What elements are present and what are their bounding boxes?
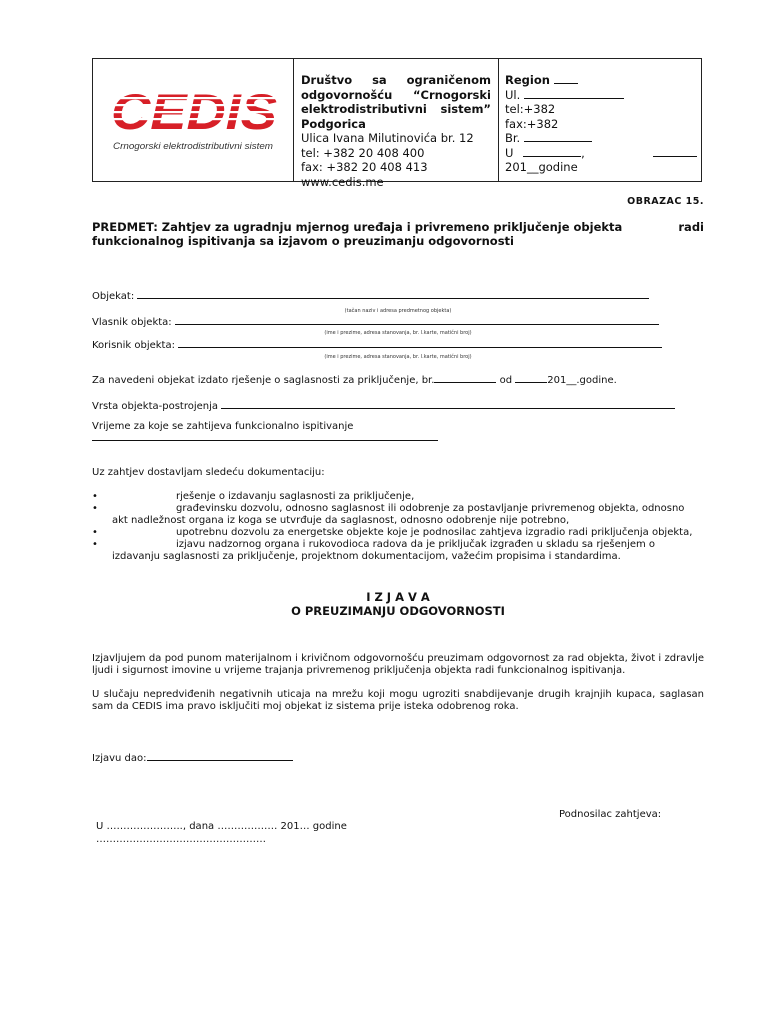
rjesenje-year-label: 201__.godine.: [547, 375, 617, 386]
documentation-intro: Uz zahtjev dostavljam sledeću dokumentaciju:: [92, 467, 325, 478]
list-item: • rješenje o izdavanju saglasnosti za priključenje,: [92, 491, 415, 502]
bullet-icon: •: [92, 527, 98, 538]
vlasnik-hint: (ime i prezime, adresa stanovanja, br. l.karte, matični broj): [324, 330, 472, 336]
cedis-logo: [107, 81, 282, 159]
statement-paragraph-1: Izjavljujem da pod punom materijalnom i krivičnom odgovornošću preuzimam odgovornost za rad objekta, život i zdravlje ljudi i sigurnost imovine u vrijeme trajanja privremenog priključenja objekta radi funkcionalnog ispitivanja.: [92, 653, 704, 676]
br-label: Br.: [505, 131, 521, 145]
rjesenje-number-input[interactable]: [434, 372, 496, 383]
region-label: Region: [505, 73, 550, 87]
statement-heading: I Z J A V A: [366, 590, 430, 604]
objekat-hint: (tačan naziv i adresa predmetnog objekta): [344, 308, 452, 314]
company-tel: tel: +382 20 408 400: [301, 145, 425, 160]
region-blank[interactable]: [554, 73, 578, 84]
ul-label: Ul.: [505, 87, 521, 102]
company-address: Ulica Ivana Milutinovića br. 12: [301, 131, 474, 145]
statement-subheading: O PREUZIMANJU ODGOVORNOSTI: [291, 604, 505, 618]
korisnik-field: [92, 337, 662, 352]
applicant-label: Podnosilac zahtjeva:: [559, 809, 662, 820]
form-number: OBRAZAC 15.: [627, 196, 704, 207]
company-info: [301, 73, 491, 189]
list-item-continuation: izdavanju saglasnosti za priključenje, projektnom dokumentacijom, važećim propisima i standardima.: [112, 551, 621, 562]
rjesenje-od-label: od: [496, 375, 516, 386]
list-item: • građevinsku dozvolu, odnosno saglasnost ili odobrenje za postavljanje privremenog objekta, odnosno: [92, 503, 685, 514]
region-date: 201__godine: [505, 160, 578, 174]
signature-line[interactable]: ……………………………………………: [96, 834, 266, 845]
statement-title: [92, 590, 704, 618]
vrijeme-label: Vrijeme za koje se zahtijeva funkcionalno ispitivanje: [92, 421, 354, 432]
company-name-line: odgovornošću “Crnogorski: [301, 87, 491, 102]
u-label: U: [505, 145, 514, 160]
header-divider: [498, 59, 499, 181]
list-item: • izjavu nadzornog organa i rukovodioca radova da je priključak izgrađen u skladu sa rješenjem o: [92, 539, 656, 550]
vrsta-label: Vrsta objekta-postrojenja: [92, 401, 219, 412]
subject: [92, 220, 704, 248]
vrsta-input[interactable]: [221, 398, 675, 409]
statement-paragraph-2: U slučaju nepredviđenih negativnih uticaja na mrežu koji mogu ugroziti snabdijevanje drugih krajnjih kupaca, saglasan sam da CEDIS ima pravo isključiti moj objekat iz sistema prije isteka odobrenog roka.: [92, 689, 704, 712]
objekat-field: [92, 288, 649, 303]
logo-subtitle: Crnogorski elektrodistributivni sistem: [113, 141, 274, 152]
company-name-line: elektrodistributivni sistem”: [301, 102, 491, 116]
place-blank[interactable]: [523, 146, 581, 157]
header-divider: [293, 59, 294, 181]
bullet-icon: •: [92, 503, 98, 514]
rjesenje-date-input[interactable]: [515, 372, 547, 383]
rjesenje-label: Za navedeni objekat izdato rješenje o saglasnosti za priključenje, br.: [92, 375, 435, 386]
list-item: • upotrebnu dozvolu za energetske objekte koje je podnosilac zahtjeva izgradio radi priključenja objekta,: [92, 527, 693, 538]
signed-field: [92, 750, 293, 765]
vlasnik-label: Vlasnik objekta:: [92, 317, 172, 328]
korisnik-hint: (ime i prezime, adresa stanovanja, br. l.karte, matični broj): [324, 354, 472, 360]
vrsta-field: [92, 398, 675, 413]
bullet-icon: •: [92, 539, 98, 550]
place-date-line[interactable]: U ………………….., dana ……………… 201… godine: [96, 821, 347, 832]
letterhead: [92, 58, 702, 189]
region-info: Region Ul. tel:+382 fax:+382 Br. U , 201__godine: [505, 73, 697, 175]
korisnik-input[interactable]: [178, 337, 662, 348]
signed-input[interactable]: [147, 750, 293, 761]
rjesenje-field: [92, 372, 617, 387]
subject-line-1-end: radi: [678, 220, 704, 234]
extra-blank[interactable]: [653, 146, 697, 157]
region-tel: tel:+382: [505, 102, 556, 116]
company-city: Podgorica: [301, 116, 366, 131]
ul-blank[interactable]: [524, 88, 624, 99]
documentation-list: [92, 491, 704, 563]
company-fax: fax: +382 20 408 413: [301, 160, 428, 174]
signed-label: Izjavu dao:: [92, 753, 147, 764]
company-web: www.cedis.me: [301, 174, 384, 189]
korisnik-label: Korisnik objekta:: [92, 340, 175, 351]
company-name-line: Društvo sa ograničenom: [301, 73, 491, 87]
vlasnik-input[interactable]: [175, 314, 659, 325]
vrijeme-input[interactable]: [92, 430, 438, 441]
subject-line-1: PREDMET: Zahtjev za ugradnju mjernog uređaja i privremeno priključenje objekta: [92, 220, 623, 234]
subject-line-2: funkcionalnog ispitivanja sa izjavom o preuzimanju odgovornosti: [92, 234, 514, 248]
region-fax: fax:+382: [505, 116, 559, 131]
br-blank[interactable]: [524, 131, 592, 142]
objekat-input[interactable]: [137, 288, 649, 299]
bullet-icon: •: [92, 491, 98, 502]
list-item-continuation: akt nadležnost organa iz koga se utvrđuje da saglasnost, odnosno odobrenje nije potrebno,: [112, 515, 570, 526]
objekat-label: Objekat:: [92, 291, 135, 302]
